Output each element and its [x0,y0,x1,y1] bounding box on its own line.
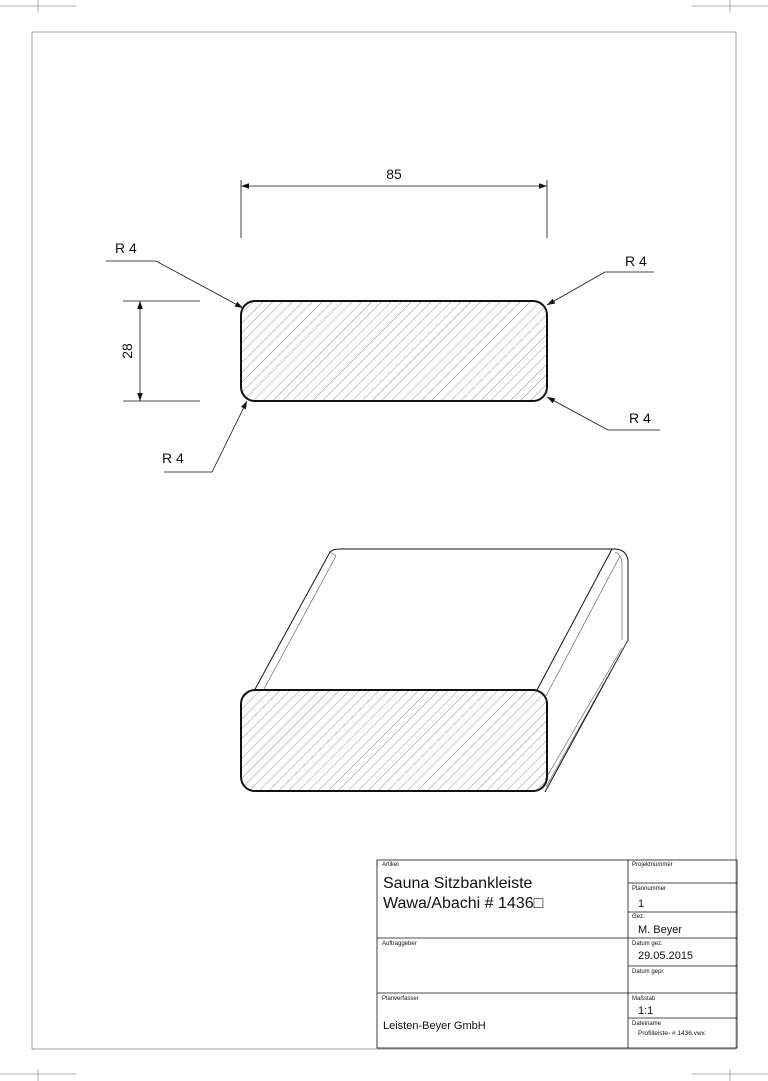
artikel-line-1: Sauna Sitzbankleiste [383,875,533,892]
isometric-front-face [241,690,547,791]
artikel-label: Artikel [382,862,399,868]
radius-label-bottom-left: R 4 [162,450,184,466]
radius-label-top-right: R 4 [625,253,647,269]
dateiname-label: Dateiname [632,1021,662,1027]
radius-label-bottom-right: R 4 [629,410,651,426]
radius-label-top-left: R 4 [115,240,137,256]
plannummer-value: 1 [638,898,645,910]
massstab-value: 1:1 [638,1005,654,1017]
profile-section [241,301,547,401]
datum-gez-label: Datum gez. [632,941,663,947]
width-dimension [241,180,547,238]
dateiname-value: Profilleiste- # 1436.vwx [638,1030,705,1037]
height-dimension-label: 28 [119,343,135,359]
massstab-label: Maßstab [632,996,656,1002]
planverfasser-label: Planverfasser [382,996,419,1002]
width-dimension-label: 85 [386,166,402,182]
gez-value: M. Beyer [638,924,683,936]
gez-label: Gez. [632,914,645,920]
datum-gepr-label: Datum gepr. [632,969,665,975]
auftraggeber-label: Auftraggeber [382,941,417,947]
projektnummer-label: Projektnummer [632,862,673,868]
plannummer-label: Plannummer [632,886,667,892]
artikel-line-2: Wawa/Abachi # 1436□ [383,895,544,912]
planverfasser-value: Leisten-Beyer GmbH [383,1020,486,1032]
datum-gez-value: 29.05.2015 [638,950,694,962]
